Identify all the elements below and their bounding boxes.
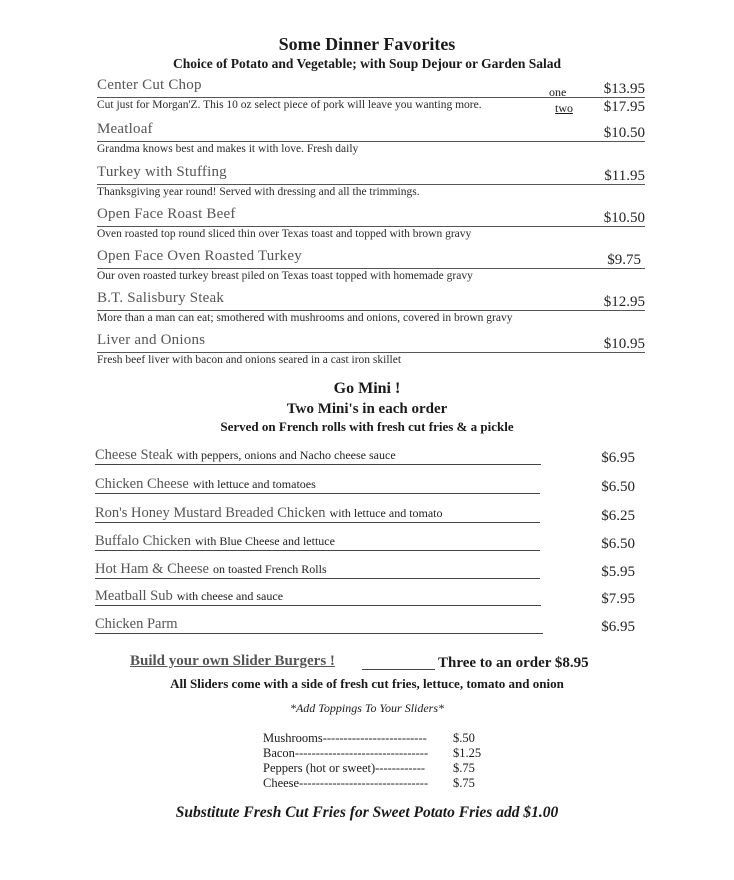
mini-price: $6.25 [601,508,635,524]
mini-rule [95,464,541,465]
mini-title: Go Mini ! [333,380,401,397]
dish-rule [97,184,645,185]
mini-extra: with lettuce and tomato [329,506,443,520]
dish-name: Open Face Roast Beef [97,206,236,222]
dish-open-face-turkey [97,248,645,282]
dish-name: Liver and Onions [97,332,206,348]
mini-rule [95,493,540,494]
mini-rule [95,633,543,634]
mini-extra: with cheese and sauce [176,589,284,603]
mini-name: Chicken Cheese [95,476,189,492]
mini-name: Cheese Steak [95,447,173,463]
dish-price: $10.95 [603,336,645,352]
mini-extra: with Blue Cheese and lettuce [194,534,335,548]
mini-name: Buffalo Chicken [95,533,191,549]
dish-price: $10.50 [603,210,645,226]
dish-rule [97,310,645,311]
topping-price: $.50 [453,731,475,745]
dish-name: B.T. Salisbury Steak [97,290,225,306]
mini-rule [95,522,540,523]
topping-price: $1.25 [453,746,482,760]
slider-order-price: Three to an order $8.95 [438,655,589,671]
option-two-label: two [555,101,573,115]
dish-name: Turkey with Stuffing [97,164,227,180]
dish-desc: Oven roasted top round sliced thin over Texas toast and topped with brown gravy [97,228,472,240]
mini-rule [95,578,540,579]
dish-price: $10.50 [603,125,645,141]
mini-item-chicken-cheese [95,475,635,493]
mini-name: Meatball Sub [95,588,173,604]
topping-bacon [263,746,482,761]
mini-price: $6.50 [601,536,635,552]
mini-rule [95,605,541,606]
dish-turkey-stuffing [97,164,645,198]
mini-item-honey-mustard [95,504,635,522]
price-one: $13.95 [603,81,645,97]
dish-rule [97,226,645,227]
topping-cheese [263,776,475,791]
topping-price: $.75 [453,776,475,790]
mini-item-chicken-parm [95,615,635,633]
topping-label: Mushrooms------------------------- [263,731,427,745]
dish-meatloaf [97,121,645,155]
dish-desc: Our oven roasted turkey breast piled on Texas toast topped with homemade gravy [97,270,473,282]
option-one-label: one [549,85,567,99]
mini-name: Chicken Parm [95,616,178,632]
mini-price: $6.95 [601,450,635,466]
mini-subtitle: Two Mini's in each order [286,401,448,417]
mini-price: $6.50 [601,479,635,495]
topping-label: Bacon-------------------------------- [263,746,429,760]
mini-price: $5.95 [601,564,635,580]
slider-title: Build your own Slider Burgers ! [130,653,335,669]
dish-rule [97,141,645,142]
topping-price: $.75 [453,761,475,775]
mini-price: $7.95 [601,591,635,607]
topping-peppers [263,761,475,776]
mini-rule [95,550,540,551]
slider-rule [362,669,435,670]
mini-extra: with peppers, onions and Nacho cheese sauce [176,448,396,462]
dish-name: Meatloaf [97,121,153,137]
dish-rule [97,268,645,269]
mini-item-meatball-sub [95,587,635,605]
dish-desc: More than a man can eat; smothered with mushrooms and onions, covered in brown gravy [97,312,513,324]
dish-price: $11.95 [604,168,645,184]
mini-extra: on toasted French Rolls [212,562,327,576]
toppings-header: *Add Toppings To Your Sliders* [289,701,445,715]
substitute-note: Substitute Fresh Cut Fries for Sweet Potato Fries add $1.00 [175,804,559,821]
dish-name: Center Cut Chop [97,77,202,93]
dish-price: $12.95 [603,294,645,310]
mini-item-hot-ham-cheese [95,560,635,578]
topping-label: Peppers (hot or sweet)------------ [263,761,426,775]
dish-salisbury-steak [97,290,645,324]
price-two: $17.95 [603,99,645,115]
topping-mushrooms [263,731,475,746]
mini-item-buffalo-chicken [95,532,635,550]
dish-name: Open Face Oven Roasted Turkey [97,248,302,264]
dish-price: $9.75 [607,252,641,268]
dinner-title: Some Dinner Favorites [278,34,456,54]
mini-name: Hot Ham & Cheese [95,561,209,577]
dish-open-face-roast-beef [97,206,645,240]
dish-desc: Thanksgiving year round! Served with dressing and all the trimmings. [97,186,420,198]
mini-extra: with lettuce and tomatoes [192,477,316,491]
dish-center-cut-chop [97,77,645,115]
dish-desc: Grandma knows best and makes it with love. Fresh daily [97,143,359,155]
dish-liver-onions [97,332,645,366]
slider-note: All Sliders come with a side of fresh cut fries, lettuce, tomato and onion [170,676,564,691]
mini-name: Ron's Honey Mustard Breaded Chicken [95,505,326,521]
mini-item-cheese-steak [95,446,635,464]
dinner-subtitle: Choice of Potato and Vegetable; with Soup Dejour or Garden Salad [172,56,562,71]
mini-note: Served on French rolls with fresh cut fries & a pickle [220,419,514,434]
dish-rule [97,352,645,353]
dish-desc: Fresh beef liver with bacon and onions seared in a cast iron skillet [97,354,402,366]
topping-label: Cheese------------------------------- [263,776,429,790]
dish-desc: Cut just for Morgan'Z. This 10 oz select piece of pork will leave you wanting more. [97,99,482,111]
mini-price: $6.95 [601,619,635,635]
